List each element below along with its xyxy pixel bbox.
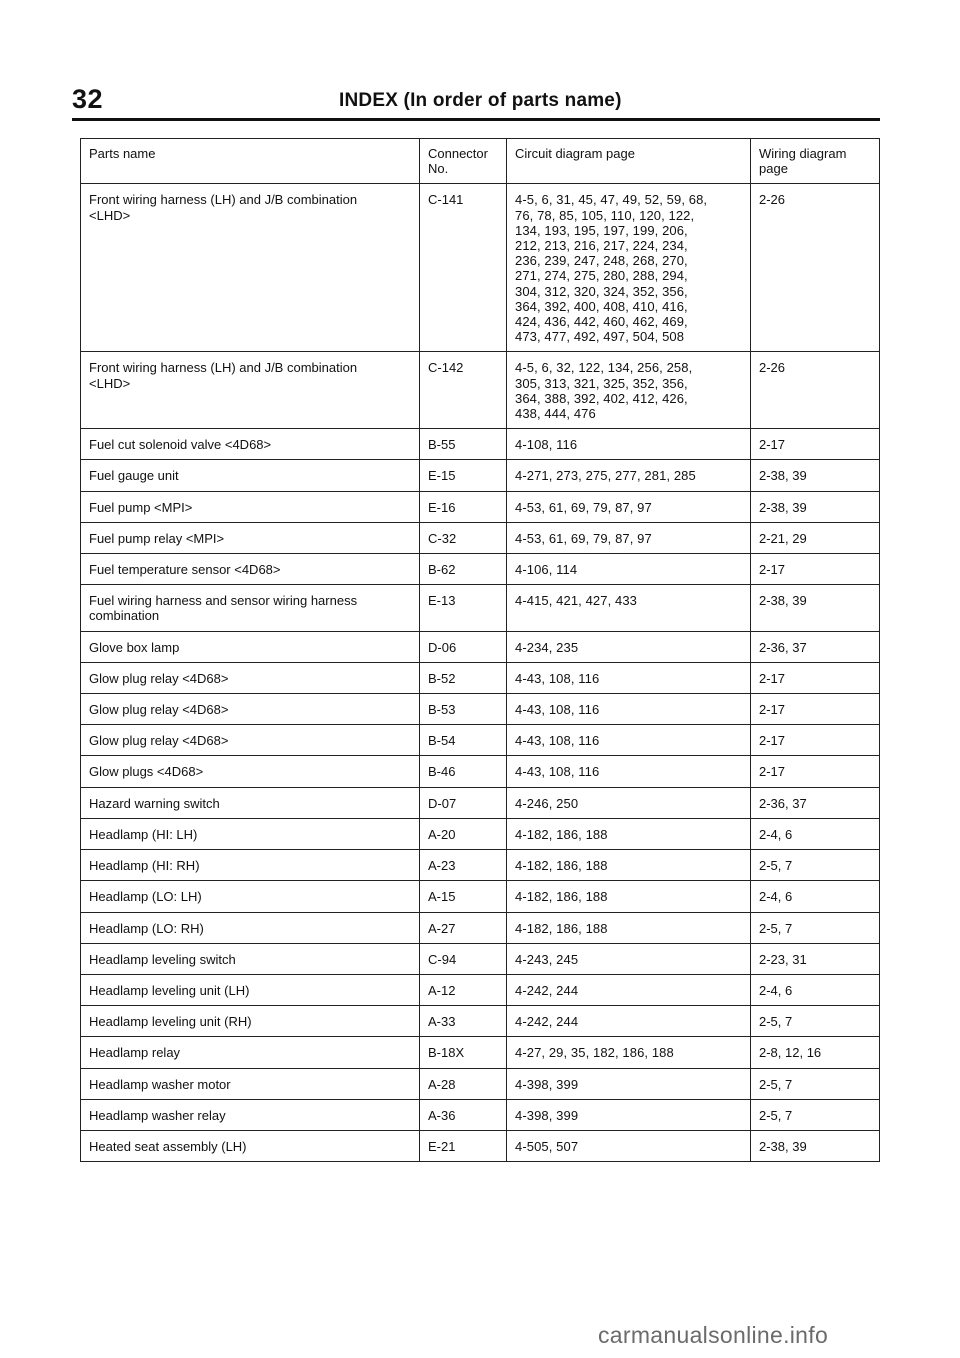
connector-cell: C-142: [420, 352, 507, 429]
circuit-diagram-page-cell: 4-243, 245: [507, 943, 751, 974]
table-row: [81, 1037, 880, 1068]
parts-name-cell: Fuel temperature sensor <4D68>: [81, 554, 420, 585]
column-header-parts-name: Parts name: [81, 139, 420, 184]
circuit-diagram-page-cell: 4-106, 114: [507, 554, 751, 585]
table-row: [81, 974, 880, 1005]
parts-name-cell: Heated seat assembly (LH): [81, 1130, 420, 1161]
table-row: [81, 460, 880, 491]
connector-cell: B-53: [420, 694, 507, 725]
circuit-diagram-page-cell: 4-398, 399: [507, 1099, 751, 1130]
connector-cell: B-55: [420, 429, 507, 460]
wiring-diagram-page-cell: 2-17: [751, 429, 880, 460]
wiring-diagram-page-cell: 2-5, 7: [751, 850, 880, 881]
circuit-diagram-page-cell: 4-43, 108, 116: [507, 694, 751, 725]
parts-name-cell: Headlamp leveling unit (LH): [81, 974, 420, 1005]
parts-name-cell: Glove box lamp: [81, 631, 420, 662]
table-row: [81, 631, 880, 662]
parts-name-cell: Front wiring harness (LH) and J/B combination <LHD>: [81, 352, 420, 429]
table-row: [81, 352, 880, 429]
wiring-diagram-page-cell: 2-38, 39: [751, 1130, 880, 1161]
wiring-diagram-page-cell: 2-4, 6: [751, 974, 880, 1005]
table-row: [81, 522, 880, 553]
parts-name-cell: Headlamp washer motor: [81, 1068, 420, 1099]
circuit-diagram-page-cell: 4-43, 108, 116: [507, 662, 751, 693]
table-row: [81, 881, 880, 912]
wiring-diagram-page-cell: 2-5, 7: [751, 1006, 880, 1037]
wiring-diagram-page-cell: 2-23, 31: [751, 943, 880, 974]
circuit-diagram-page-cell: 4-5, 6, 32, 122, 134, 256, 258, 305, 313, 321, 325, 352, 356, 364, 388, 392, 402, 412, 426, 438, 444, 476: [507, 352, 751, 429]
connector-cell: A-27: [420, 912, 507, 943]
wiring-diagram-page-cell: 2-17: [751, 554, 880, 585]
parts-name-cell: Fuel gauge unit: [81, 460, 420, 491]
wiring-diagram-page-cell: 2-17: [751, 756, 880, 787]
page-header: [72, 84, 880, 120]
wiring-diagram-page-cell: 2-4, 6: [751, 818, 880, 849]
parts-name-cell: Glow plug relay <4D68>: [81, 694, 420, 725]
connector-cell: B-52: [420, 662, 507, 693]
wiring-diagram-page-cell: 2-8, 12, 16: [751, 1037, 880, 1068]
connector-cell: C-141: [420, 184, 507, 352]
connector-cell: A-20: [420, 818, 507, 849]
wiring-diagram-page-cell: 2-36, 37: [751, 631, 880, 662]
connector-cell: E-15: [420, 460, 507, 491]
parts-name-cell: Fuel pump <MPI>: [81, 491, 420, 522]
table-row: [81, 491, 880, 522]
circuit-diagram-page-cell: 4-27, 29, 35, 182, 186, 188: [507, 1037, 751, 1068]
wiring-diagram-page-cell: 2-4, 6: [751, 881, 880, 912]
connector-cell: A-36: [420, 1099, 507, 1130]
table-header: [81, 139, 880, 184]
column-header-wiring-diagram-page: Wiring diagram page: [751, 139, 880, 184]
wiring-diagram-page-cell: 2-17: [751, 694, 880, 725]
table-row: [81, 585, 880, 631]
parts-name-cell: Headlamp (HI: RH): [81, 850, 420, 881]
wiring-diagram-page-cell: 2-38, 39: [751, 460, 880, 491]
table-row: [81, 429, 880, 460]
connector-cell: E-16: [420, 491, 507, 522]
table-row: [81, 850, 880, 881]
parts-name-cell: Front wiring harness (LH) and J/B combination <LHD>: [81, 184, 420, 352]
wiring-diagram-page-cell: 2-38, 39: [751, 585, 880, 631]
wiring-diagram-page-cell: 2-38, 39: [751, 491, 880, 522]
table-body: [81, 184, 880, 1162]
table-row: [81, 1130, 880, 1161]
table-row: [81, 725, 880, 756]
parts-name-cell: Fuel pump relay <MPI>: [81, 522, 420, 553]
table-row: [81, 694, 880, 725]
column-header-connector-no: Connector No.: [420, 139, 507, 184]
circuit-diagram-page-cell: 4-43, 108, 116: [507, 756, 751, 787]
table-row: [81, 554, 880, 585]
connector-cell: A-12: [420, 974, 507, 1005]
parts-name-cell: Hazard warning switch: [81, 787, 420, 818]
table-row: [81, 818, 880, 849]
page-number: 32: [72, 84, 104, 114]
circuit-diagram-page-cell: 4-182, 186, 188: [507, 912, 751, 943]
wiring-diagram-page-cell: 2-26: [751, 352, 880, 429]
circuit-diagram-page-cell: 4-246, 250: [507, 787, 751, 818]
wiring-diagram-page-cell: 2-5, 7: [751, 1068, 880, 1099]
parts-name-cell: Headlamp (LO: LH): [81, 881, 420, 912]
wiring-diagram-page-cell: 2-17: [751, 662, 880, 693]
parts-name-cell: Headlamp relay: [81, 1037, 420, 1068]
circuit-diagram-page-cell: 4-271, 273, 275, 277, 281, 285: [507, 460, 751, 491]
watermark: carmanualsonline.info: [598, 1322, 829, 1348]
parts-name-cell: Glow plugs <4D68>: [81, 756, 420, 787]
wiring-diagram-page-cell: 2-17: [751, 725, 880, 756]
connector-cell: B-62: [420, 554, 507, 585]
table-row: [81, 662, 880, 693]
parts-name-cell: Headlamp (LO: RH): [81, 912, 420, 943]
table-row: [81, 1068, 880, 1099]
table-row: [81, 912, 880, 943]
wiring-diagram-page-cell: 2-26: [751, 184, 880, 352]
connector-cell: A-33: [420, 1006, 507, 1037]
table-row: [81, 1006, 880, 1037]
connector-cell: E-21: [420, 1130, 507, 1161]
circuit-diagram-page-cell: 4-182, 186, 188: [507, 818, 751, 849]
table-row: [81, 756, 880, 787]
parts-name-cell: Glow plug relay <4D68>: [81, 662, 420, 693]
connector-cell: D-07: [420, 787, 507, 818]
parts-name-cell: Fuel wiring harness and sensor wiring harness combination: [81, 585, 420, 631]
connector-cell: E-13: [420, 585, 507, 631]
connector-cell: A-15: [420, 881, 507, 912]
circuit-diagram-page-cell: 4-398, 399: [507, 1068, 751, 1099]
table-row: [81, 184, 880, 352]
connector-cell: C-94: [420, 943, 507, 974]
connector-cell: B-18X: [420, 1037, 507, 1068]
wiring-diagram-page-cell: 2-21, 29: [751, 522, 880, 553]
circuit-diagram-page-cell: 4-53, 61, 69, 79, 87, 97: [507, 522, 751, 553]
wiring-diagram-page-cell: 2-5, 7: [751, 1099, 880, 1130]
header-rule: [72, 118, 880, 121]
circuit-diagram-page-cell: 4-5, 6, 31, 45, 47, 49, 52, 59, 68, 76, 78, 85, 105, 110, 120, 122, 134, 193, 195, 197, 199, 206, 212, 213, 216, 217, 224, 234, 236, 239, 247, 248, 268, 270, 271, 274, 275, 280, 288, 294, 304, 312, 320, 324, 352, 356, 364, 392, 400, 408, 410, 416, 424, 436, 442, 460, 462, 469, 473, 477, 492, 497, 504, 508: [507, 184, 751, 352]
circuit-diagram-page-cell: 4-505, 507: [507, 1130, 751, 1161]
parts-name-cell: Headlamp leveling unit (RH): [81, 1006, 420, 1037]
circuit-diagram-page-cell: 4-234, 235: [507, 631, 751, 662]
circuit-diagram-page-cell: 4-415, 421, 427, 433: [507, 585, 751, 631]
connector-cell: B-54: [420, 725, 507, 756]
column-header-circuit-diagram-page: Circuit diagram page: [507, 139, 751, 184]
connector-cell: D-06: [420, 631, 507, 662]
table-row: [81, 1099, 880, 1130]
wiring-diagram-page-cell: 2-36, 37: [751, 787, 880, 818]
wiring-diagram-page-cell: 2-5, 7: [751, 912, 880, 943]
parts-name-cell: Fuel cut solenoid valve <4D68>: [81, 429, 420, 460]
table-row: [81, 787, 880, 818]
connector-cell: B-46: [420, 756, 507, 787]
circuit-diagram-page-cell: 4-242, 244: [507, 974, 751, 1005]
parts-name-cell: Headlamp (HI: LH): [81, 818, 420, 849]
parts-name-cell: Glow plug relay <4D68>: [81, 725, 420, 756]
parts-name-cell: Headlamp leveling switch: [81, 943, 420, 974]
circuit-diagram-page-cell: 4-53, 61, 69, 79, 87, 97: [507, 491, 751, 522]
circuit-diagram-page-cell: 4-108, 116: [507, 429, 751, 460]
parts-name-cell: Headlamp washer relay: [81, 1099, 420, 1130]
table-row: [81, 943, 880, 974]
page-title: INDEX (In order of parts name): [339, 90, 622, 111]
circuit-diagram-page-cell: 4-242, 244: [507, 1006, 751, 1037]
header-row: [81, 139, 880, 184]
circuit-diagram-page-cell: 4-182, 186, 188: [507, 850, 751, 881]
connector-cell: A-23: [420, 850, 507, 881]
connector-cell: A-28: [420, 1068, 507, 1099]
connector-cell: C-32: [420, 522, 507, 553]
circuit-diagram-page-cell: 4-43, 108, 116: [507, 725, 751, 756]
circuit-diagram-page-cell: 4-182, 186, 188: [507, 881, 751, 912]
parts-index-table: [80, 138, 880, 1162]
